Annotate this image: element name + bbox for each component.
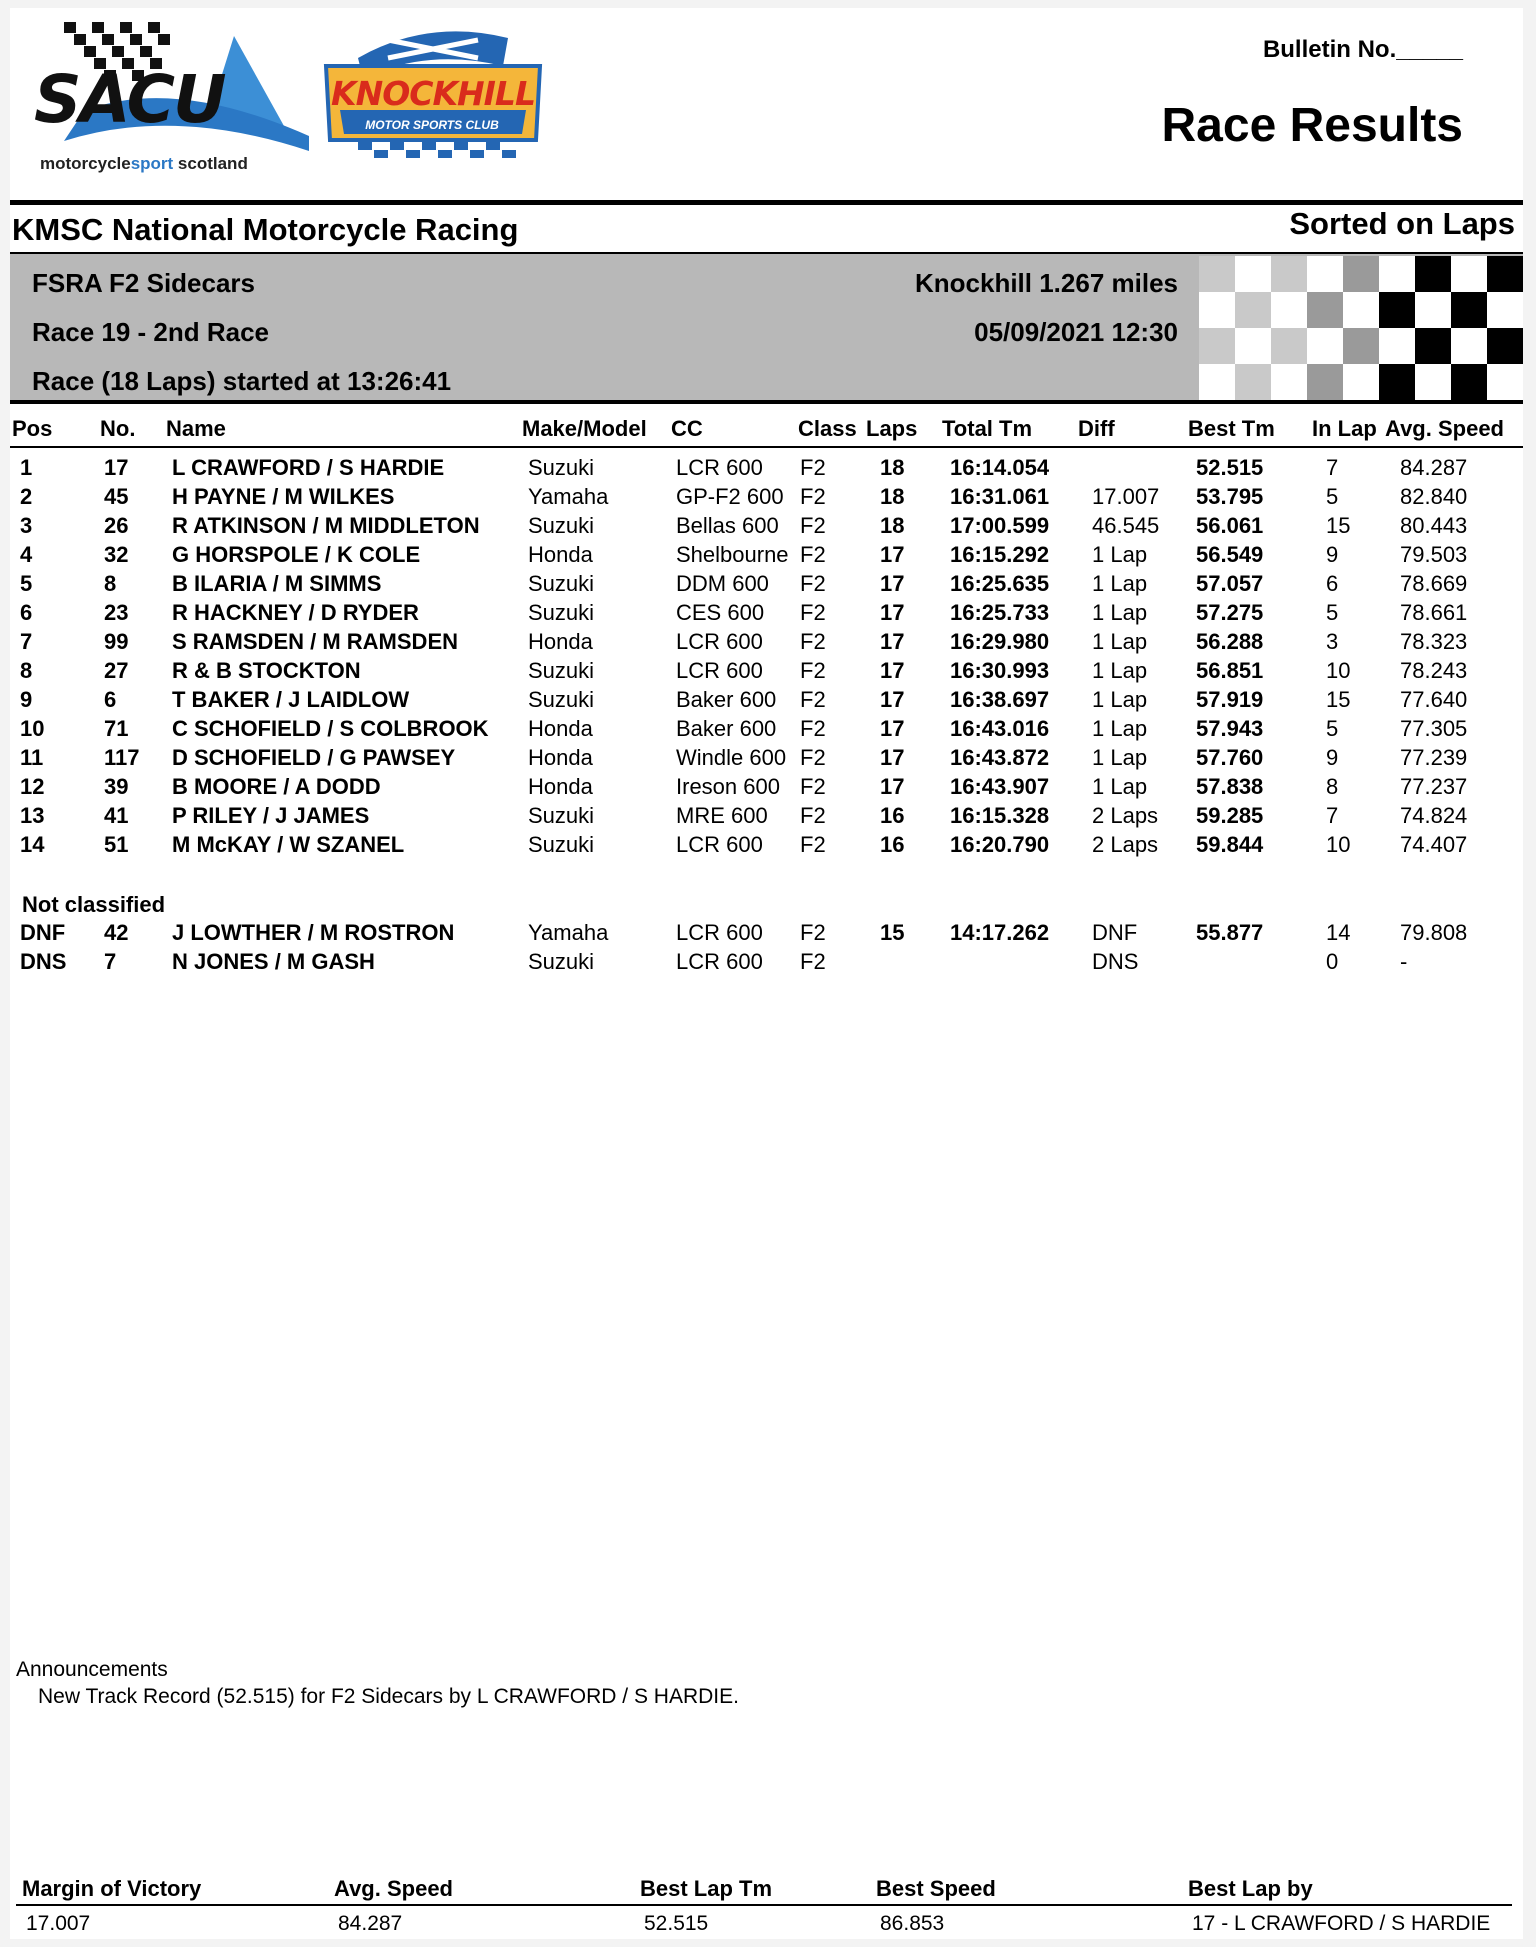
page-title: Race Results xyxy=(1161,99,1463,152)
cell-total-time: 16:15.292 xyxy=(950,542,1050,567)
cell-cc: Shelbourne xyxy=(676,542,789,567)
summary-value-margin-of-victory: 17.007 xyxy=(26,1912,91,1935)
cell-name: J LOWTHER / M ROSTRON xyxy=(172,920,455,945)
cell-pos: 12 xyxy=(20,774,45,799)
column-header-pos: Pos xyxy=(12,416,53,441)
cell-laps: 17 xyxy=(880,600,905,625)
cell-laps: 17 xyxy=(880,571,905,596)
race-name: Race 19 - 2nd Race xyxy=(32,317,270,347)
summary-label-best-speed: Best Speed xyxy=(876,1876,996,1901)
checkered-flag-graphic xyxy=(1197,254,1523,400)
table-row xyxy=(10,484,1523,513)
cell-pos: 6 xyxy=(20,600,33,625)
cell-class: F2 xyxy=(800,513,826,538)
column-header-total-time: Total Tm xyxy=(942,416,1033,441)
sacu-logo-subtitle: motorcyclesport scotland xyxy=(40,154,248,173)
column-header-number: No. xyxy=(100,416,136,441)
cell-class: F2 xyxy=(800,920,826,945)
cell-best-time: 56.851 xyxy=(1196,658,1264,683)
cell-laps: 17 xyxy=(880,716,905,741)
table-row xyxy=(10,600,1523,629)
cell-avg-speed: 77.239 xyxy=(1400,745,1468,770)
cell-name: N JONES / M GASH xyxy=(172,949,375,974)
cell-diff: 2 Laps xyxy=(1092,803,1159,828)
sort-label: Sorted on Laps xyxy=(1289,206,1515,241)
not-classified-label: Not classified xyxy=(22,892,166,917)
table-row xyxy=(10,716,1523,745)
cell-diff: 1 Lap xyxy=(1092,745,1148,770)
cell-avg-speed: 74.824 xyxy=(1400,803,1468,828)
cell-in-lap: 9 xyxy=(1326,745,1339,770)
cell-best-time: 57.760 xyxy=(1196,745,1264,770)
cell-diff: 1 Lap xyxy=(1092,658,1148,683)
cell-pos: 4 xyxy=(20,542,33,567)
cell-class: F2 xyxy=(800,600,826,625)
summary-label-margin-of-victory: Margin of Victory xyxy=(22,1876,202,1901)
cell-make: Honda xyxy=(528,774,593,799)
cell-in-lap: 0 xyxy=(1326,949,1339,974)
cell-in-lap: 10 xyxy=(1326,658,1351,683)
knockhill-logo-text: KNOCKHILL xyxy=(331,74,535,113)
cell-pos: 8 xyxy=(20,658,33,683)
cell-best-time: 57.943 xyxy=(1196,716,1264,741)
cell-cc: LCR 600 xyxy=(676,455,763,480)
cell-total-time: 16:15.328 xyxy=(950,803,1050,828)
event-title: KMSC National Motorcycle Racing xyxy=(12,212,519,247)
cell-make: Suzuki xyxy=(528,687,595,712)
cell-make: Suzuki xyxy=(528,571,595,596)
cell-number: 7 xyxy=(104,949,117,974)
results-column-header xyxy=(10,416,1523,448)
cell-best-time: 59.844 xyxy=(1196,832,1264,857)
cell-class: F2 xyxy=(800,716,826,741)
cell-laps: 16 xyxy=(880,803,905,828)
cell-avg-speed: 79.503 xyxy=(1400,542,1468,567)
cell-name: G HORSPOLE / K COLE xyxy=(172,542,421,567)
cell-in-lap: 8 xyxy=(1326,774,1339,799)
cell-diff: 1 Lap xyxy=(1092,600,1148,625)
cell-best-time: 55.877 xyxy=(1196,920,1264,945)
cell-number: 41 xyxy=(104,803,129,828)
table-row xyxy=(10,949,1523,978)
cell-best-time: 56.061 xyxy=(1196,513,1264,538)
cell-total-time: 17:00.599 xyxy=(950,513,1050,538)
cell-in-lap: 7 xyxy=(1326,803,1339,828)
cell-pos: 9 xyxy=(20,687,33,712)
cell-name: D SCHOFIELD / G PAWSEY xyxy=(172,745,456,770)
cell-in-lap: 5 xyxy=(1326,716,1339,741)
results-sheet xyxy=(10,8,1523,1939)
cell-pos: DNS xyxy=(20,949,67,974)
cell-total-time: 16:43.016 xyxy=(950,716,1050,741)
summary-label-best-lap-by: Best Lap by xyxy=(1188,1876,1313,1901)
cell-laps: 17 xyxy=(880,542,905,567)
cell-total-time: 16:25.733 xyxy=(950,600,1050,625)
cell-make: Suzuki xyxy=(528,658,595,683)
cell-in-lap: 5 xyxy=(1326,600,1339,625)
cell-number: 17 xyxy=(104,455,129,480)
cell-name: P RILEY / J JAMES xyxy=(172,803,370,828)
column-header-name: Name xyxy=(166,416,226,441)
cell-make: Suzuki xyxy=(528,455,595,480)
cell-best-time: 56.288 xyxy=(1196,629,1264,654)
table-row xyxy=(10,542,1523,571)
cell-class: F2 xyxy=(800,629,826,654)
header-divider xyxy=(10,200,1523,205)
cell-in-lap: 7 xyxy=(1326,455,1339,480)
cell-pos: 2 xyxy=(20,484,33,509)
cell-name: L CRAWFORD / S HARDIE xyxy=(172,455,445,480)
cell-pos: 3 xyxy=(20,513,33,538)
cell-in-lap: 10 xyxy=(1326,832,1351,857)
cell-diff: 46.545 xyxy=(1092,513,1160,538)
table-row xyxy=(10,455,1523,484)
cell-total-time: 16:43.907 xyxy=(950,774,1050,799)
table-row xyxy=(10,920,1523,949)
cell-avg-speed: 78.669 xyxy=(1400,571,1468,596)
cell-best-time: 59.285 xyxy=(1196,803,1264,828)
cell-diff: DNF xyxy=(1092,920,1138,945)
cell-class: F2 xyxy=(800,745,826,770)
table-row xyxy=(10,832,1523,861)
cell-pos: 10 xyxy=(20,716,45,741)
sacu-logo xyxy=(24,16,309,181)
race-datetime: 05/09/2021 12:30 xyxy=(974,317,1178,347)
table-row xyxy=(10,571,1523,600)
cell-number: 117 xyxy=(104,745,140,770)
cell-in-lap: 15 xyxy=(1326,687,1351,712)
cell-class: F2 xyxy=(800,455,826,480)
race-info-band xyxy=(10,252,1523,404)
cell-cc: CES 600 xyxy=(676,600,765,625)
cell-best-time: 52.515 xyxy=(1196,455,1264,480)
cell-class: F2 xyxy=(800,832,826,857)
cell-laps: 16 xyxy=(880,832,905,857)
summary-value-best-lap-time: 52.515 xyxy=(644,1912,709,1935)
cell-make: Honda xyxy=(528,629,593,654)
cell-diff: 1 Lap xyxy=(1092,629,1148,654)
cell-diff: 1 Lap xyxy=(1092,774,1148,799)
cell-cc: MRE 600 xyxy=(676,803,768,828)
cell-total-time: 16:30.993 xyxy=(950,658,1050,683)
cell-cc: LCR 600 xyxy=(676,658,763,683)
cell-make: Suzuki xyxy=(528,600,595,625)
cell-pos: 5 xyxy=(20,571,33,596)
column-header-cc: CC xyxy=(671,416,703,441)
cell-name: C SCHOFIELD / S COLBROOK xyxy=(172,716,489,741)
cell-pos: 1 xyxy=(20,455,33,480)
cell-total-time: 14:17.262 xyxy=(950,920,1050,945)
cell-cc: Bellas 600 xyxy=(676,513,779,538)
cell-class: F2 xyxy=(800,571,826,596)
cell-diff: 2 Laps xyxy=(1092,832,1159,857)
table-row xyxy=(10,745,1523,774)
summary-label-avg-speed: Avg. Speed xyxy=(334,1876,453,1901)
cell-make: Suzuki xyxy=(528,803,595,828)
cell-diff: 1 Lap xyxy=(1092,687,1148,712)
cell-number: 23 xyxy=(104,600,129,625)
cell-number: 99 xyxy=(104,629,129,654)
cell-number: 51 xyxy=(104,832,129,857)
cell-cc: GP-F2 600 xyxy=(676,484,784,509)
cell-total-time: 16:14.054 xyxy=(950,455,1050,480)
cell-make: Yamaha xyxy=(528,484,609,509)
cell-avg-speed: 78.243 xyxy=(1400,658,1468,683)
cell-avg-speed: 84.287 xyxy=(1400,455,1468,480)
cell-name: B ILARIA / M SIMMS xyxy=(172,571,382,596)
cell-number: 6 xyxy=(104,687,117,712)
cell-best-time: 53.795 xyxy=(1196,484,1264,509)
cell-class: F2 xyxy=(800,687,826,712)
cell-number: 39 xyxy=(104,774,129,799)
cell-make: Yamaha xyxy=(528,920,609,945)
cell-class: F2 xyxy=(800,658,826,683)
cell-name: M McKAY / W SZANEL xyxy=(172,832,405,857)
cell-class: F2 xyxy=(800,542,826,567)
cell-laps: 17 xyxy=(880,687,905,712)
summary-divider xyxy=(16,1904,1512,1906)
cell-number: 45 xyxy=(104,484,129,509)
cell-cc: Ireson 600 xyxy=(676,774,780,799)
cell-make: Suzuki xyxy=(528,949,595,974)
cell-avg-speed: 77.237 xyxy=(1400,774,1468,799)
cell-laps: 17 xyxy=(880,745,905,770)
cell-name: S RAMSDEN / M RAMSDEN xyxy=(172,629,459,654)
cell-name: R HACKNEY / D RYDER xyxy=(172,600,419,625)
cell-cc: Windle 600 xyxy=(676,745,787,770)
cell-pos: 14 xyxy=(20,832,45,857)
table-row xyxy=(10,687,1523,716)
summary-label-best-lap-time: Best Lap Tm xyxy=(640,1876,773,1901)
cell-laps: 17 xyxy=(880,774,905,799)
knockhill-logo xyxy=(318,18,548,168)
table-row xyxy=(10,803,1523,832)
cell-class: F2 xyxy=(800,484,826,509)
cell-diff: DNS xyxy=(1092,949,1139,974)
cell-in-lap: 3 xyxy=(1326,629,1339,654)
cell-laps: 18 xyxy=(880,484,905,509)
cell-cc: Baker 600 xyxy=(676,687,777,712)
cell-laps: 17 xyxy=(880,629,905,654)
cell-number: 8 xyxy=(104,571,117,596)
knockhill-logo-subtitle: MOTOR SPORTS CLUB xyxy=(365,118,499,132)
cell-cc: Baker 600 xyxy=(676,716,777,741)
table-row xyxy=(10,774,1523,803)
cell-in-lap: 6 xyxy=(1326,571,1339,596)
cell-make: Suzuki xyxy=(528,832,595,857)
cell-total-time: 16:20.790 xyxy=(950,832,1050,857)
announcement-text: New Track Record (52.515) for F2 Sidecars by L CRAWFORD / S HARDIE. xyxy=(38,1685,739,1708)
cell-name: R & B STOCKTON xyxy=(172,658,361,683)
cell-laps: 15 xyxy=(880,920,905,945)
cell-cc: LCR 600 xyxy=(676,920,763,945)
cell-make: Suzuki xyxy=(528,513,595,538)
race-start: Race (18 Laps) started at 13:26:41 xyxy=(32,366,452,396)
cell-class: F2 xyxy=(800,949,826,974)
cell-avg-speed: 78.661 xyxy=(1400,600,1468,625)
cell-total-time: 16:25.635 xyxy=(950,571,1050,596)
column-header-best-time: Best Tm xyxy=(1188,416,1275,441)
column-header-make: Make/Model xyxy=(522,416,647,441)
summary-value-avg-speed: 84.287 xyxy=(338,1912,403,1935)
cell-avg-speed: 78.323 xyxy=(1400,629,1468,654)
table-row xyxy=(10,658,1523,687)
cell-pos: 7 xyxy=(20,629,33,654)
cell-make: Honda xyxy=(528,716,593,741)
cell-diff: 1 Lap xyxy=(1092,542,1148,567)
column-header-avg-speed: Avg. Speed xyxy=(1385,416,1504,441)
cell-avg-speed: 79.808 xyxy=(1400,920,1468,945)
race-circuit: Knockhill 1.267 miles xyxy=(914,268,1178,298)
cell-best-time: 57.919 xyxy=(1196,687,1264,712)
cell-diff: 17.007 xyxy=(1092,484,1160,509)
column-header-diff: Diff xyxy=(1078,416,1115,441)
cell-number: 27 xyxy=(104,658,129,683)
column-header-laps: Laps xyxy=(866,416,918,441)
cell-best-time: 56.549 xyxy=(1196,542,1264,567)
cell-cc: LCR 600 xyxy=(676,949,763,974)
cell-diff: 1 Lap xyxy=(1092,716,1148,741)
cell-cc: DDM 600 xyxy=(676,571,769,596)
column-header-in-lap: In Lap xyxy=(1312,416,1377,441)
cell-name: H PAYNE / M WILKES xyxy=(172,484,395,509)
cell-avg-speed: 74.407 xyxy=(1400,832,1468,857)
cell-name: R ATKINSON / M MIDDLETON xyxy=(172,513,480,538)
table-row xyxy=(10,629,1523,658)
cell-total-time: 16:29.980 xyxy=(950,629,1050,654)
cell-pos: 13 xyxy=(20,803,45,828)
sacu-logo-text: SACU xyxy=(34,61,225,138)
column-header-class: Class xyxy=(798,416,857,441)
cell-laps: 17 xyxy=(880,658,905,683)
cell-best-time: 57.838 xyxy=(1196,774,1264,799)
summary-value-best-lap-by: 17 - L CRAWFORD / S HARDIE xyxy=(1192,1912,1491,1935)
cell-total-time: 16:38.697 xyxy=(950,687,1050,712)
cell-avg-speed: 77.305 xyxy=(1400,716,1468,741)
cell-best-time: 57.275 xyxy=(1196,600,1264,625)
bulletin-number: Bulletin No._____ xyxy=(1262,36,1463,63)
cell-pos: 11 xyxy=(20,745,44,770)
cell-make: Honda xyxy=(528,745,593,770)
cell-pos: DNF xyxy=(20,920,66,945)
cell-name: T BAKER / J LAIDLOW xyxy=(172,687,410,712)
cell-number: 71 xyxy=(104,716,129,741)
cell-cc: LCR 600 xyxy=(676,832,763,857)
cell-class: F2 xyxy=(800,803,826,828)
cell-make: Honda xyxy=(528,542,593,567)
cell-name: B MOORE / A DODD xyxy=(172,774,381,799)
cell-avg-speed: - xyxy=(1400,949,1408,974)
cell-in-lap: 5 xyxy=(1326,484,1339,509)
cell-number: 42 xyxy=(104,920,129,945)
table-row xyxy=(10,513,1523,542)
cell-laps: 18 xyxy=(880,455,905,480)
cell-avg-speed: 80.443 xyxy=(1400,513,1468,538)
race-class: FSRA F2 Sidecars xyxy=(32,268,256,298)
cell-total-time: 16:43.872 xyxy=(950,745,1050,770)
cell-cc: LCR 600 xyxy=(676,629,763,654)
cell-number: 32 xyxy=(104,542,129,567)
cell-diff: 1 Lap xyxy=(1092,571,1148,596)
cell-number: 26 xyxy=(104,513,129,538)
cell-best-time: 57.057 xyxy=(1196,571,1264,596)
cell-in-lap: 14 xyxy=(1326,920,1351,945)
cell-laps: 18 xyxy=(880,513,905,538)
announcements-title: Announcements xyxy=(16,1658,168,1681)
cell-total-time: 16:31.061 xyxy=(950,484,1050,509)
cell-in-lap: 15 xyxy=(1326,513,1351,538)
summary-value-best-speed: 86.853 xyxy=(880,1912,945,1935)
cell-class: F2 xyxy=(800,774,826,799)
cell-in-lap: 9 xyxy=(1326,542,1339,567)
cell-avg-speed: 82.840 xyxy=(1400,484,1468,509)
cell-avg-speed: 77.640 xyxy=(1400,687,1468,712)
